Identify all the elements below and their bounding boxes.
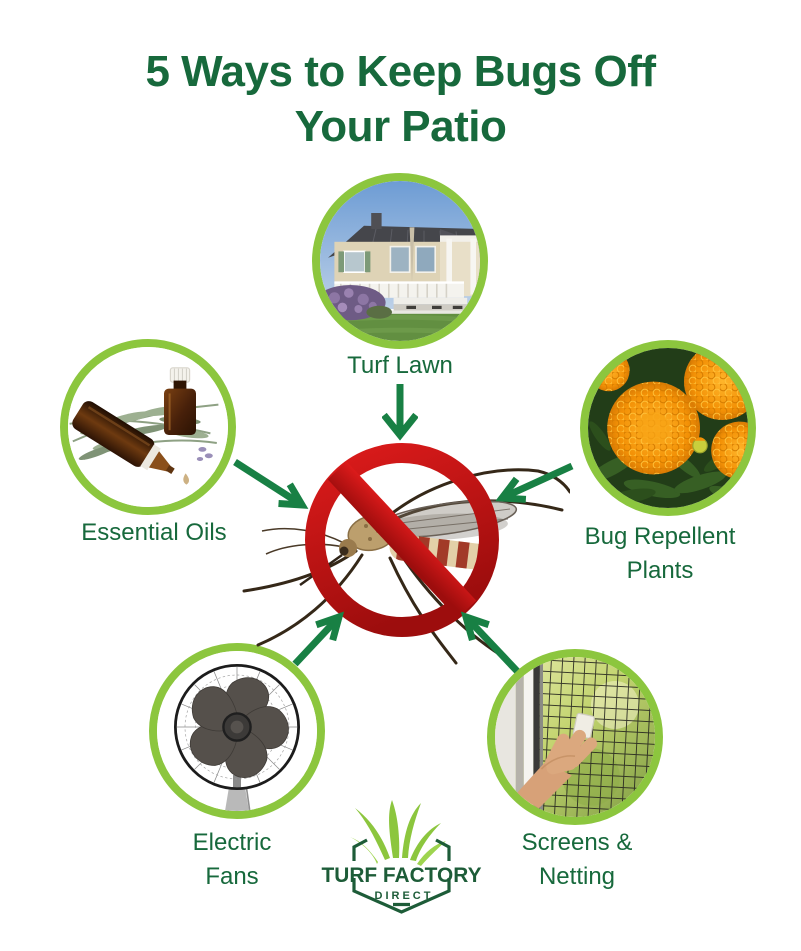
marigold-flowers-photo: [588, 348, 748, 508]
turf-factory-direct-logo: [305, 798, 500, 920]
caption-bug-repellent-plants: Bug Repellent Plants: [584, 523, 736, 584]
page-title: [0, 44, 801, 154]
circle-essential-oils: [60, 339, 236, 515]
page-title-line2: Your Patio: [294, 102, 507, 151]
page-title-line1: 5 Ways to Keep Bugs Off: [145, 47, 656, 96]
caption-electric-fans: Electric Fans: [192, 829, 272, 890]
arrow-essential-oils-to-center: [231, 456, 311, 512]
turf-lawn-photo: [320, 181, 480, 341]
caption-essential-oils: Essential Oils: [81, 519, 227, 546]
caption-turf-lawn: Turf Lawn: [347, 352, 453, 379]
no-symbol: [315, 453, 489, 627]
arrow-bug-repellent-plants-to-center: [494, 458, 576, 508]
arrow-electric-fans-to-center: [289, 611, 349, 671]
logo-brand-text: TURF FACTORY: [321, 864, 482, 887]
caption-screens-netting: Screens & Netting: [521, 829, 633, 890]
circle-bug-repellent-plants: [580, 340, 756, 516]
arrow-turf-lawn-to-center: [382, 381, 418, 441]
window-screen-photo: [495, 657, 655, 817]
grass-icon: [350, 800, 446, 866]
circle-turf-lawn: [312, 173, 488, 349]
pedestal-fan-photo: [157, 651, 317, 811]
logo-sub-text: DIRECT: [374, 890, 434, 902]
essential-oils-photo: [68, 347, 228, 507]
arrow-screens-netting-to-center: [460, 611, 524, 677]
